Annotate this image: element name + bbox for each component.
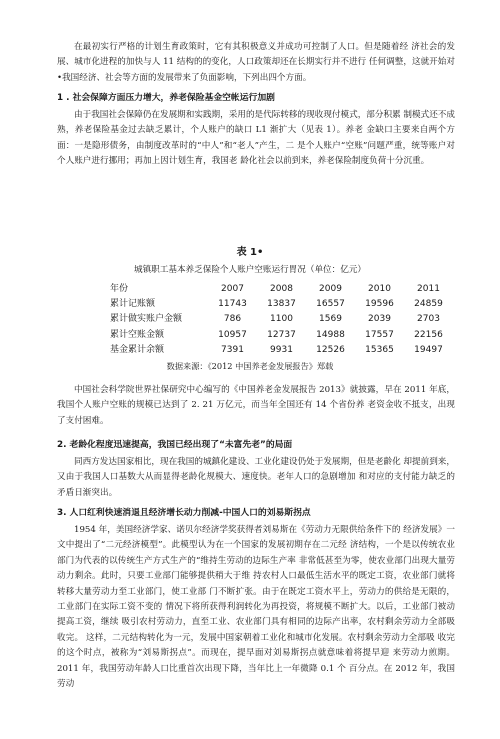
row-label: 累计记账额 — [110, 299, 156, 310]
table-cell: 12737 — [267, 329, 296, 340]
table-cell: 11743 — [218, 299, 247, 310]
table-caption: 城镇职工基本养乏保险个人账户空账运行胃况（单位：亿元） — [133, 265, 367, 275]
table-cell: 7391 — [221, 344, 244, 355]
table-label: 表 1• — [236, 247, 264, 258]
paragraph-social-security: 由于我国社会保障仍在发展期和实践期，采用的是代际转移的现收现付模式，部分积累 制模式还不成熟，养老保险基金过去缺乏累计，个人账户的缺口 L1 渐扩大（见表 1）。养老 金缺口主要来自两个方面：一是隐形债务，由制度改革时的“中人”和“老人”产生，二 是个人账户“空账”问题严重，统等账户对个人账户进行挪用；再加上因计划生育，我国老 龄化社会以前到来，养老保险制度负荷十分沉重。 — [57, 110, 455, 167]
table-cell: 19497 — [414, 344, 443, 355]
table-year: 2009 — [319, 284, 342, 294]
row-label: 基金累计余额 — [110, 344, 165, 355]
table-cell: 16557 — [316, 299, 345, 310]
table-cell: 786 — [223, 314, 242, 325]
table-year: 2007 — [221, 284, 244, 294]
table-cell: 15365 — [365, 344, 394, 355]
section-heading-3: 3. 人口红利快速消退且经济增长动力削减-中国人口的刘易斯拐点 — [57, 508, 311, 518]
table-cell: 12526 — [316, 344, 345, 355]
intro-paragraph: 在最初实行严格的计划生育政策时，它有其积极意义并成功可控制了人口。但是随着经 济社会的发展、城市化进程的加快与人 11 结构的的变化，人口政策却还在长期实行并不进行 任何调整，这就开始对•我国经济、社会等方面的发展带来了负面影响，下列出四个方面。 — [57, 42, 455, 83]
row-label: 累计做实账户金额 — [110, 314, 183, 325]
table-year: 2011 — [417, 284, 440, 294]
table-cell: 19596 — [365, 299, 394, 310]
table-cell: 24859 — [414, 299, 443, 310]
paragraph-lewis-turning-point: 1954 年，美国经济学家、诺贝尔经济学奖获得者刘易斯在《劳动力无限供给条件下的 经济发展》一文中提出了“二元经济模型”。此模型认为在一个国家的发展初期存在二元经 济结构，一个是以传统农业部门为代表的以传统生产方式生产的“维持生劳动的边际生产率 非常低甚至为零，使农业部门出现大量劳动力剩余。此时，只要工业部门能够提供稍大于维 持农村人口最低生活水平的既定工资，农业部门就将转移大量劳动力至工业部门，使工业部 门不断扩张。由于在既定工资水平上，劳动力的供给是无限的，工业部门在实际工资不变的 情况下将所获得利润转化为再投资，将规模不断扩大。以后，工业部门被动提高工资，继续 吸引农村劳动力，直至工业、农业部门具有相同的边际产出率，农村剩余劳动力全部吸收完。 这样，二元结构转化为一元，发展中国家朝着工业化和城市化发展。农村剩余劳动力全部吸 收完的这个时点，被称为“刘易斯拐点”。而现在，提早面对刘易斯拐点就意味着将提早迎 来劳动力煎期。2011 年，我国劳动年龄人口比重首次出现下降，当年比上一年微降 0.1 个 百分点。在 2012 年，我国劳动 — [57, 525, 455, 690]
table-row — [110, 312, 453, 327]
table-cell: 13837 — [267, 299, 296, 310]
table-cell: 2039 — [368, 314, 391, 325]
table-cell: 1569 — [319, 314, 342, 325]
table-year: 2008 — [270, 284, 293, 294]
table-cell: 10957 — [218, 329, 247, 340]
table-source: 数据来源：《2012 中国养老金发展报告》郑载 — [166, 361, 334, 371]
section-heading-1: 1 . 社会保障方面压力增大，养老保险基金空帐运行加剧 — [57, 93, 275, 103]
table-year: 2010 — [368, 284, 391, 294]
table-cell: 1100 — [270, 314, 293, 325]
table-cell: 14988 — [316, 329, 345, 340]
paragraph-pension-report: 中国社会科学院世界社保研究中心编写的《中国养老金发展报告 2013》就披露，早在 2011 年底，我国个人账户空账的规模已达到了 2. 21 万亿元，而当年全国还有 14 个省份养 老资金收不抵支，出现了支付困难。 — [57, 385, 455, 426]
row-label: 累计空账金额 — [110, 329, 165, 340]
pension-account-table — [110, 282, 453, 358]
table-cell: 2703 — [417, 314, 440, 325]
table-header-row — [110, 282, 453, 297]
table-header-label: 年份 — [110, 284, 129, 294]
table-row — [110, 343, 453, 358]
table-cell: 9931 — [270, 344, 293, 355]
table-cell: 17557 — [365, 329, 394, 340]
table-cell: 22156 — [414, 329, 443, 340]
table-row — [110, 297, 453, 312]
paragraph-aging: 同西方发达国家相比，现在我国的城鎮化建设、工业化建设仍处于发展期，但是老齡化 却提前到来，又由于我国人口基数大从而显得老龄化规模大、速度快。老年人口的急剧增加 和对应的支付能力缺乏的矛盾日渐突出。 — [57, 457, 455, 498]
table-row — [110, 328, 453, 343]
section-heading-2: 2. 老龄化程度迅速提高，我国已经出现了“未富先老”的局面 — [57, 440, 293, 450]
